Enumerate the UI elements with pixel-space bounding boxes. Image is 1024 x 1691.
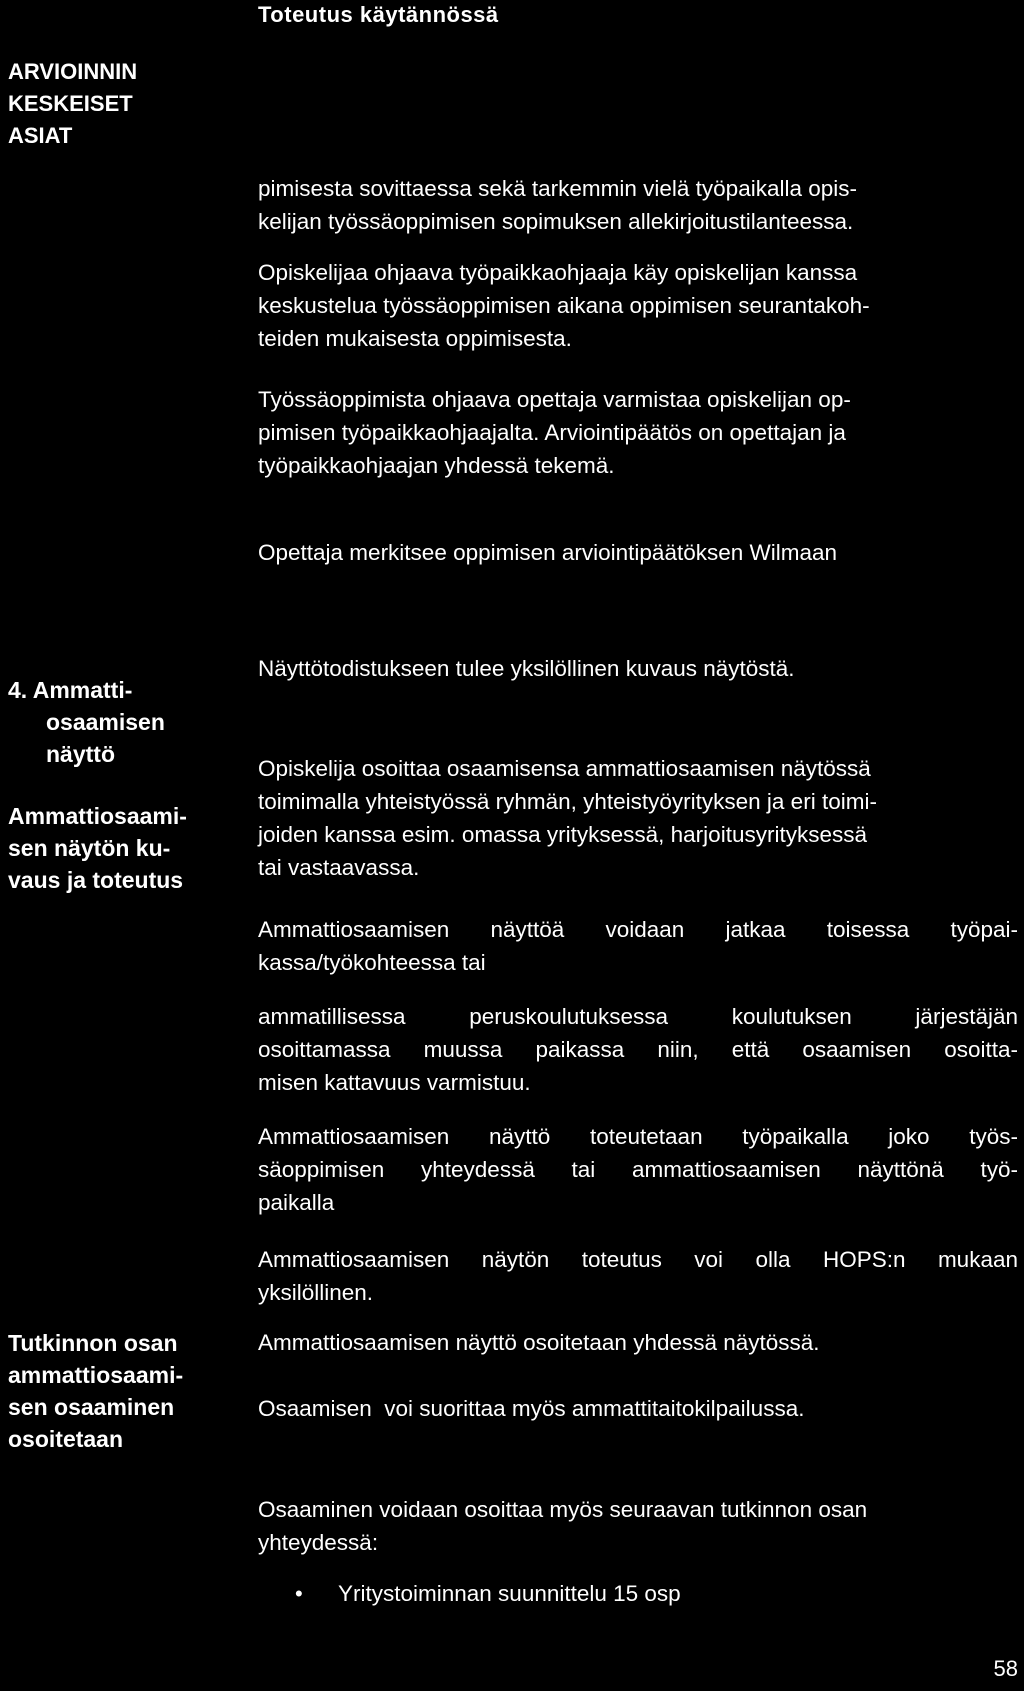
column-header: Toteutus käytännössä: [258, 2, 499, 27]
paragraph-line: kassa/työkohteessa tai: [258, 950, 486, 975]
tutkinto-line: Tutkinnon osan: [8, 1330, 178, 1356]
bullet-list: [258, 1577, 1018, 1610]
paragraph-line: Ammattiosaamisen näyttö toteutetaan työpaikalla joko työs-: [258, 1124, 1018, 1149]
tutkinto-line: osoitetaan: [8, 1426, 124, 1452]
section-4-subheading: [8, 800, 187, 896]
section-4-line: 4. Ammatti-: [8, 677, 133, 703]
paragraph-line: yhteydessä:: [258, 1530, 379, 1555]
paragraph-line: Ammattiosaamisen näytön toteutus voi olla HOPS:n mukaan: [258, 1247, 1018, 1272]
tutkinto-line: sen osaaminen: [8, 1394, 175, 1420]
paragraph-line: pimisen työpaikkaohjaajalta. Arviointipäätös on opettajan ja: [258, 420, 846, 445]
paragraph-11: Ammattiosaamisen näyttö osoitetaan yhdessä näytössä.: [258, 1330, 820, 1355]
paragraph-13: [258, 1493, 1018, 1559]
sidebar-heading-line: ASIAT: [8, 123, 73, 148]
sidebar-heading-line: ARVIOINNIN: [8, 59, 138, 84]
sidebar-heading: [8, 56, 137, 152]
tutkinto-heading: [8, 1327, 183, 1455]
bullet-item: [258, 1577, 1018, 1610]
paragraph-9: [258, 1120, 1018, 1219]
section-4-line: näyttö: [46, 741, 115, 767]
bullet-icon: •: [295, 1581, 303, 1606]
paragraph-line: kelijan työssäoppimisen sopimuksen allekirjoitustilanteessa.: [258, 209, 854, 234]
page-number: 58: [993, 1656, 1018, 1681]
paragraph-line: misen kattavuus varmistuu.: [258, 1070, 531, 1095]
section-4-sub-line: sen näytön ku-: [8, 835, 171, 861]
paragraph-line: säoppimisen yhteydessä tai ammattiosaamisen näyttönä työ-: [258, 1157, 1018, 1182]
paragraph-1: [258, 172, 1018, 238]
paragraph-3: [258, 383, 1018, 482]
paragraph-line: Osaaminen voidaan osoittaa myös seuraavan tutkinnon osan: [258, 1497, 868, 1522]
paragraph-8: [258, 1000, 1018, 1099]
paragraph-line: Työssäoppimista ohjaava opettaja varmistaa opiskelijan op-: [258, 387, 851, 412]
section-4-line: osaamisen: [46, 709, 165, 735]
paragraph-line: paikalla: [258, 1190, 335, 1215]
paragraph-line: työpaikkaohjaajan yhdessä tekemä.: [258, 453, 615, 478]
paragraph-line: Ammattiosaamisen näyttöä voidaan jatkaa toisessa työpai-: [258, 917, 1018, 942]
paragraph-line: joiden kanssa esim. omassa yrityksessä, harjoitusyrityksessä: [258, 822, 867, 847]
paragraph-line: ammatillisessa peruskoulutuksessa koulutuksen järjestäjän: [258, 1004, 1018, 1029]
paragraph-10: [258, 1243, 1018, 1309]
paragraph-line: tai vastaavassa.: [258, 855, 420, 880]
paragraph-2: [258, 256, 1018, 355]
paragraph-line: toimimalla yhteistyössä ryhmän, yhteistyöyrityksen ja eri toimi-: [258, 789, 877, 814]
section-4-sub-line: Ammattiosaami-: [8, 803, 187, 829]
paragraph-line: keskustelua työssäoppimisen aikana oppimisen seurantakoh-: [258, 293, 870, 318]
section-4-heading: [8, 674, 165, 770]
paragraph-line: Opiskelija osoittaa osaamisensa ammattiosaamisen näytössä: [258, 756, 871, 781]
paragraph-5: Näyttötodistukseen tulee yksilöllinen kuvaus näytöstä.: [258, 656, 795, 681]
bullet-item-text: Yritystoiminnan suunnittelu 15 osp: [338, 1581, 681, 1606]
paragraph-line: Opiskelijaa ohjaava työpaikkaohjaaja käy opiskelijan kanssa: [258, 260, 858, 285]
paragraph-12: Osaamisen voi suorittaa myös ammattitaitokilpailussa.: [258, 1396, 805, 1421]
paragraph-7: [258, 913, 1018, 979]
paragraph-line: pimisesta sovittaessa sekä tarkemmin vielä työpaikalla opis-: [258, 176, 857, 201]
paragraph-line: osoittamassa muussa paikassa niin, että osaamisen osoitta-: [258, 1037, 1018, 1062]
paragraph-line: teiden mukaisesta oppimisesta.: [258, 326, 572, 351]
tutkinto-line: ammattiosaami-: [8, 1362, 184, 1388]
paragraph-line: yksilöllinen.: [258, 1280, 374, 1305]
paragraph-6: [258, 752, 1018, 884]
section-4-sub-line: vaus ja toteutus: [8, 867, 184, 893]
sidebar-heading-line: KESKEISET: [8, 91, 133, 116]
paragraph-4: Opettaja merkitsee oppimisen arviointipäätöksen Wilmaan: [258, 540, 838, 565]
